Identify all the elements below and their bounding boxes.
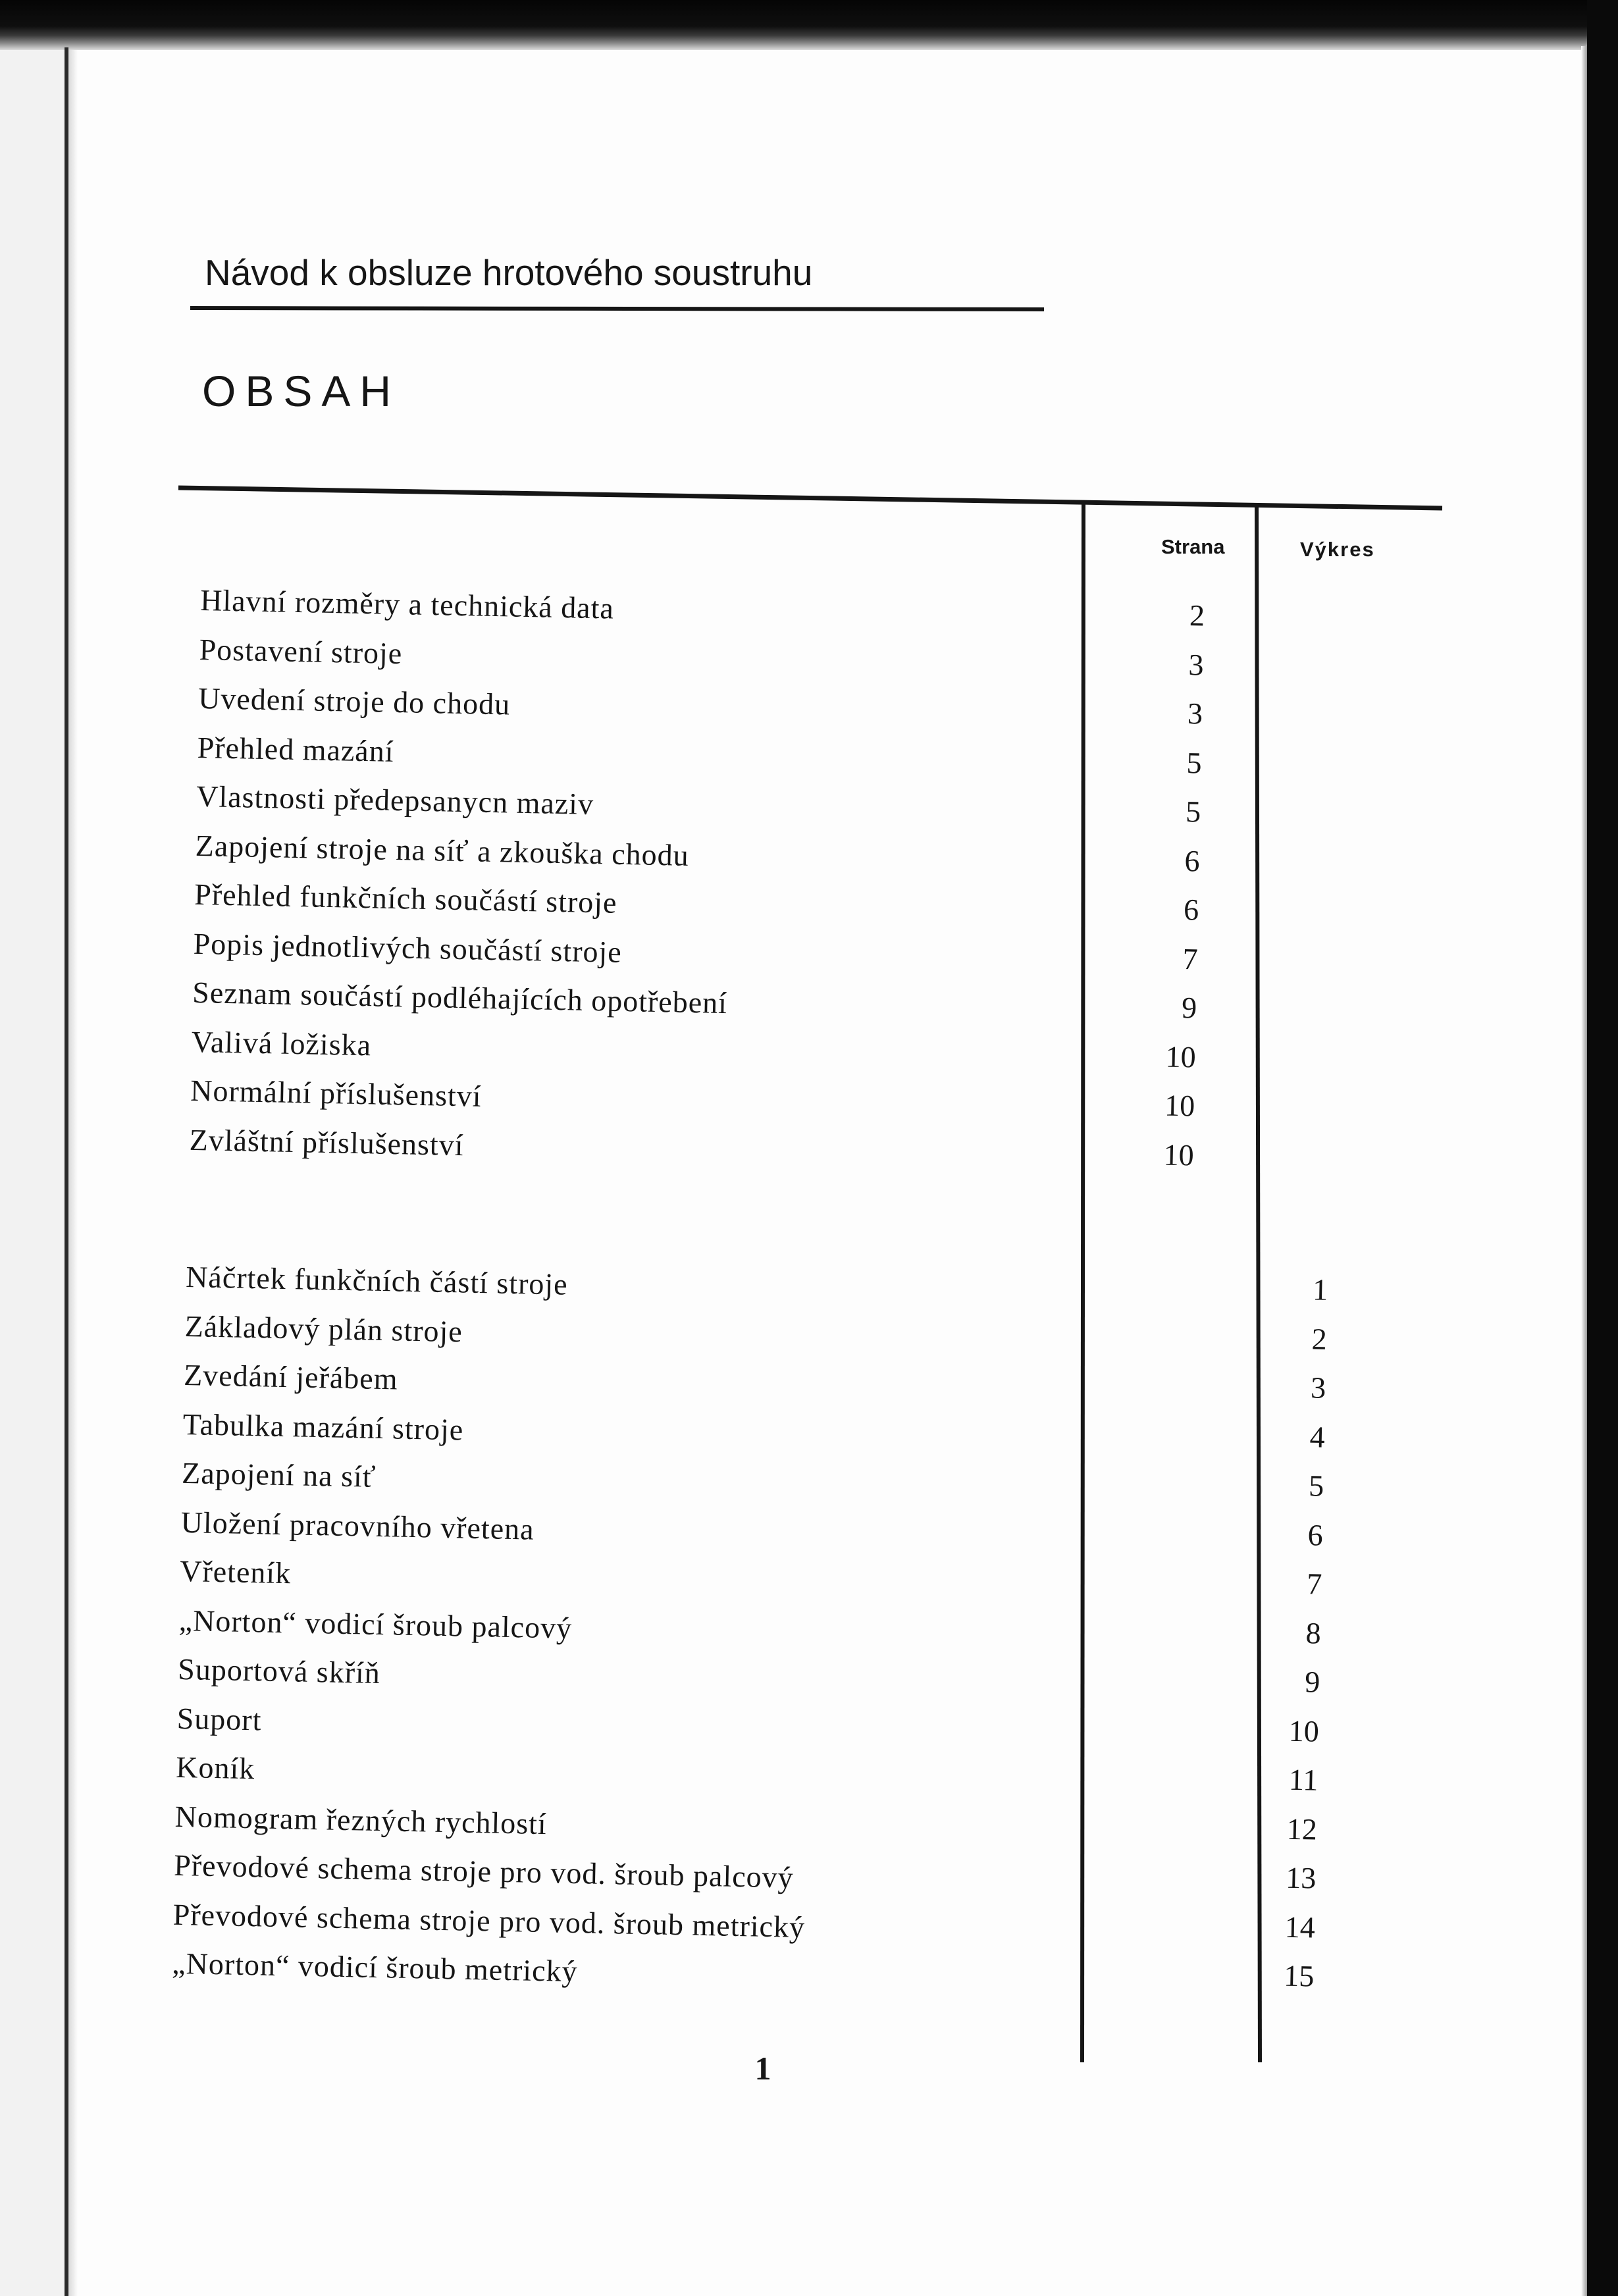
column-header-drawing: Výkres	[1300, 538, 1375, 561]
scan-right-edge	[1587, 0, 1618, 2296]
page-left-shadow	[68, 49, 78, 2296]
toc-drawing-number: 6	[1307, 1517, 1324, 1552]
toc-entry-page: 10	[1163, 1137, 1195, 1172]
toc-drawing-title: „Norton“ vodicí šroub palcový	[178, 1603, 573, 1645]
toc-drawing-title: Převodové schema stroje pro vod. šroub metrický	[172, 1897, 806, 1944]
toc-drawing-number: 9	[1304, 1665, 1320, 1699]
table-top-rule	[178, 488, 1442, 508]
toc-entry-page: 5	[1185, 795, 1201, 829]
toc-drawing-title: Zvedání jeřábem	[183, 1357, 399, 1396]
toc-drawing-number: 1	[1312, 1272, 1328, 1307]
toc-entry-title: Přehled mazání	[197, 730, 395, 768]
toc-entry-title: Postavení stroje	[199, 632, 403, 670]
toc-drawing-title: Suportová skříň	[177, 1652, 381, 1690]
contents-heading: OBSAH	[202, 367, 401, 415]
toc-entry-title: Přehled funkčních součástí stroje	[194, 877, 618, 920]
toc-entry-page: 3	[1187, 696, 1203, 731]
toc-drawing-title: Tabulka mazání stroje	[182, 1407, 464, 1447]
toc-drawing-number: 15	[1283, 1958, 1315, 1993]
toc-drawing-number: 12	[1286, 1812, 1318, 1846]
toc-text-section	[189, 576, 1386, 1188]
toc-entry-title: Normální příslušenství	[190, 1073, 483, 1113]
toc-entry-page: 10	[1165, 1039, 1197, 1074]
document-title: Návod k obsluze hrotového soustruhu	[205, 252, 813, 293]
toc-entry-title: Valivá ložiska	[191, 1024, 372, 1062]
toc-drawing-number: 10	[1288, 1713, 1320, 1748]
toc-drawing-title: Převodové schema stroje pro vod. šroub palcový	[173, 1848, 795, 1894]
toc-drawing-title: Základový plán stroje	[184, 1309, 463, 1348]
toc-drawing-title: Suport	[176, 1701, 262, 1736]
toc-entry-page: 7	[1182, 941, 1199, 976]
scan-top-edge	[0, 0, 1618, 50]
toc-entry-page: 2	[1189, 598, 1205, 633]
toc-entry-page: 5	[1186, 745, 1203, 780]
toc-entry-title: Uvedení stroje do chodu	[197, 681, 511, 721]
toc-drawing-title: „Norton“ vodicí šroub metrický	[171, 1946, 579, 1989]
column-header-page: Strana	[1161, 535, 1225, 558]
toc-drawing-title: Vřeteník	[179, 1553, 292, 1590]
toc-drawing-title: Zapojení na síť	[181, 1455, 377, 1494]
toc-drawing-title: Nomogram řezných rychlostí	[174, 1799, 548, 1840]
toc-entry-title: Zvláštní příslušenství	[189, 1122, 465, 1162]
page-number: 1	[754, 2050, 771, 2087]
toc-entry-page: 9	[1181, 991, 1197, 1025]
toc-entry-title: Zapojení stroje na síť a zkouška chodu	[195, 828, 690, 872]
toc-entry-page: 3	[1188, 647, 1205, 682]
toc-drawing-title: Náčrtek funkčních částí stroje	[185, 1259, 569, 1301]
toc-drawing-number: 8	[1305, 1615, 1322, 1650]
toc-drawing-title: Koník	[175, 1750, 255, 1786]
toc-drawing-number: 2	[1311, 1321, 1328, 1356]
toc-entry-title: Hlavní rozměry a technická data	[199, 583, 615, 625]
toc-entry-page: 6	[1183, 893, 1199, 927]
scan-background-left	[0, 0, 65, 2296]
toc-drawing-number: 3	[1310, 1370, 1326, 1405]
toc-drawing-title: Uložení pracovního vřetena	[180, 1505, 535, 1546]
toc-entry-title: Popis jednotlivých součástí stroje	[193, 926, 623, 969]
title-underline	[190, 308, 1044, 309]
toc-drawing-number: 7	[1306, 1567, 1322, 1601]
toc-entry-title: Seznam součástí podléhajících opotřebení	[192, 975, 728, 1020]
toc-entry-page: 10	[1164, 1088, 1195, 1123]
toc-drawing-number: 11	[1288, 1762, 1318, 1797]
toc-drawing-entry	[172, 1939, 1357, 2012]
toc-entry-page: 6	[1184, 843, 1201, 878]
toc-drawing-number: 5	[1308, 1469, 1324, 1503]
toc-drawing-section	[172, 1253, 1371, 2012]
toc-drawing-number: 13	[1285, 1860, 1317, 1895]
page-right-shadow	[1581, 46, 1587, 2296]
toc-drawing-number: 14	[1284, 1910, 1316, 1944]
toc-drawing-number: 4	[1309, 1419, 1326, 1454]
toc-entry-title: Vlastnosti předepsanycn maziv	[196, 779, 594, 822]
